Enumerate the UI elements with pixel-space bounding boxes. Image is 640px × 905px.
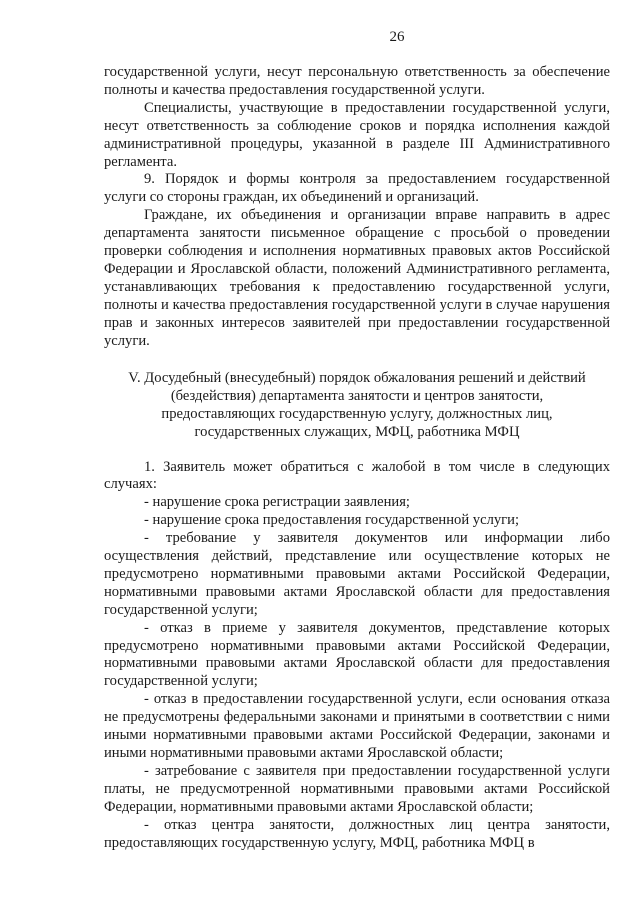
paragraph: 1. Заявитель может обратиться с жалобой в том числе в следующих случаях: (104, 458, 610, 493)
section-heading (104, 369, 610, 441)
section-heading-line: предоставляющих государственную услугу, должностных лиц, (161, 405, 553, 422)
section-heading-line: V. Досудебный (внесудебный) порядок обжалования решений и действий (128, 369, 586, 386)
list-item: - нарушение срока регистрации заявления; (144, 494, 410, 511)
list-item: - отказ в предоставлении государственной услуги, если основания отказа не предусмотрены федеральными законами и принятыми в соответствии с ними иными нормативными правовыми актами Российской Федерации, законами и иными нормативными правовыми актами Ярославской области; (104, 691, 610, 761)
page-number: 26 (389, 29, 405, 45)
top-text-block (104, 64, 610, 351)
section-heading-line: государственных служащих, МФЦ, работника МФЦ (194, 423, 520, 440)
paragraph: 9. Порядок и формы контроля за предоставлением государственной услуги со стороны граждан, их объединений и организаций. (104, 171, 610, 206)
paragraph: государственной услуги, несут персональную ответственность за обеспечение полноты и качества предоставления государственной услуги. (104, 64, 610, 98)
list-item: - требование у заявителя документов или информации либо осуществления действий, представление или осуществление которых не предусмотрено нормативными правовыми актами Российской Федерации, нормативными правовыми актами Ярославской области для предоставления государственной услуги; (104, 530, 610, 618)
paragraph: Специалисты, участвующие в предоставлении государственной услуги, несут ответственность за соблюдение сроков и порядка исполнения каждой административной процедуры, указанной в разделе III Административного регламента. (104, 99, 610, 170)
list-item: - отказ в приеме у заявителя документов, представление которых предусмотрено нормативными правовыми актами Российской Федерации, нормативными правовыми актами Ярославской области для предоставления государственной услуги; (104, 619, 610, 690)
list-item: - нарушение срока предоставления государственной услуги; (144, 512, 520, 529)
section-heading-line: (бездействия) департамента занятости и центров занятости, (170, 387, 544, 404)
list-item: - отказ центра занятости, должностных лиц центра занятости, предоставляющих государственную услугу, МФЦ, работника МФЦ в (104, 816, 610, 851)
paragraph: Граждане, их объединения и организации вправе направить в адрес департамента занятости письменное обращение с просьбой о проведении проверки соблюдения и исполнения нормативных правовых актов Российской Федерации и Ярославской области, положений Административного регламента, устанавливающих требования к предоставлению государственной услуги, полноты и качества предоставления государственной услуги в случае нарушения прав и законных интересов заявителей при предоставлении государственной услуги. (104, 207, 610, 349)
list-item: - затребование с заявителя при предоставлении государственной услуги платы, не предусмотренной нормативными правовыми актами Российской Федерации, нормативными правовыми актами Ярославской области; (104, 762, 610, 815)
bottom-text-block (104, 459, 610, 853)
